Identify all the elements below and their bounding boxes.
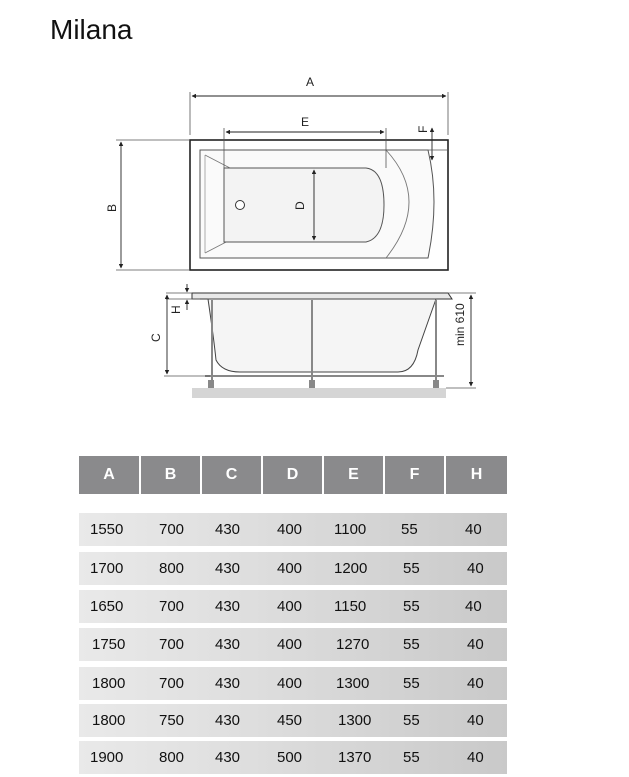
cell-e: 1100 — [334, 521, 367, 538]
cell-d: 400 — [277, 675, 303, 692]
cell-a: 1700 — [90, 560, 124, 577]
table-row — [79, 552, 507, 585]
cell-h: 40 — [465, 521, 482, 538]
cell-b: 700 — [159, 636, 185, 653]
cell-c: 430 — [215, 712, 241, 729]
cell-f: 55 — [403, 636, 420, 653]
header-cell-h: H — [446, 456, 507, 494]
cell-b: 700 — [159, 521, 185, 538]
top-view — [190, 140, 448, 270]
cell-h: 40 — [467, 675, 484, 692]
dim-label-min-height: min 610 — [453, 303, 467, 346]
cell-e: 1370 — [338, 749, 372, 766]
table-row — [79, 704, 507, 737]
cell-d: 400 — [277, 560, 303, 577]
dim-label-h: H — [169, 305, 183, 314]
cell-c: 430 — [215, 598, 241, 615]
cell-e: 1150 — [334, 598, 367, 615]
dim-label-a: A — [306, 75, 315, 89]
header-cell-f: F — [385, 456, 444, 494]
table-row — [79, 667, 507, 700]
cell-c: 430 — [215, 749, 241, 766]
cell-c: 430 — [215, 675, 241, 692]
cell-a: 1800 — [92, 712, 126, 729]
header-cell-e: E — [324, 456, 383, 494]
header-cell-d: D — [263, 456, 322, 494]
cell-h: 40 — [467, 560, 484, 577]
cell-b: 800 — [159, 560, 185, 577]
cell-h: 40 — [467, 636, 484, 653]
header-cell-b: B — [141, 456, 200, 494]
cell-h: 40 — [465, 598, 482, 615]
cell-d: 450 — [277, 712, 303, 729]
cell-f: 55 — [403, 560, 420, 577]
header-cell-a: A — [79, 456, 139, 494]
table-row — [79, 513, 507, 546]
cell-e: 1200 — [334, 560, 368, 577]
cell-h: 40 — [467, 712, 484, 729]
cell-b: 750 — [159, 712, 185, 729]
page-title: Milana — [50, 14, 133, 45]
cell-f: 55 — [403, 712, 420, 729]
cell-b: 700 — [159, 598, 185, 615]
cell-c: 430 — [215, 560, 241, 577]
cell-d: 400 — [277, 598, 303, 615]
header-cell-c: C — [202, 456, 261, 494]
dim-label-e: E — [301, 115, 310, 129]
cell-d: 400 — [277, 636, 303, 653]
cell-f: 55 — [401, 521, 418, 538]
cell-a: 1800 — [92, 675, 126, 692]
cell-c: 430 — [215, 521, 241, 538]
table-row — [79, 741, 507, 774]
cell-e: 1300 — [338, 712, 372, 729]
cell-f: 55 — [403, 749, 420, 766]
cell-b: 800 — [159, 749, 185, 766]
side-view — [192, 293, 452, 398]
dim-label-b: B — [105, 203, 119, 212]
dim-label-d: D — [293, 201, 307, 210]
cell-f: 55 — [403, 598, 420, 615]
cell-d: 400 — [277, 521, 303, 538]
dim-label-c: C — [149, 333, 163, 342]
cell-a: 1750 — [92, 636, 126, 653]
cell-a: 1550 — [90, 521, 124, 538]
cell-d: 500 — [277, 749, 303, 766]
cell-b: 700 — [159, 675, 185, 692]
cell-a: 1650 — [90, 598, 124, 615]
dim-label-f: F — [416, 125, 430, 133]
cell-f: 55 — [403, 675, 420, 692]
cell-h: 40 — [467, 749, 484, 766]
cell-c: 430 — [215, 636, 241, 653]
cell-e: 1300 — [336, 675, 370, 692]
table-row — [79, 628, 507, 661]
cell-a: 1900 — [90, 749, 124, 766]
table-row — [79, 590, 507, 623]
cell-e: 1270 — [336, 636, 370, 653]
